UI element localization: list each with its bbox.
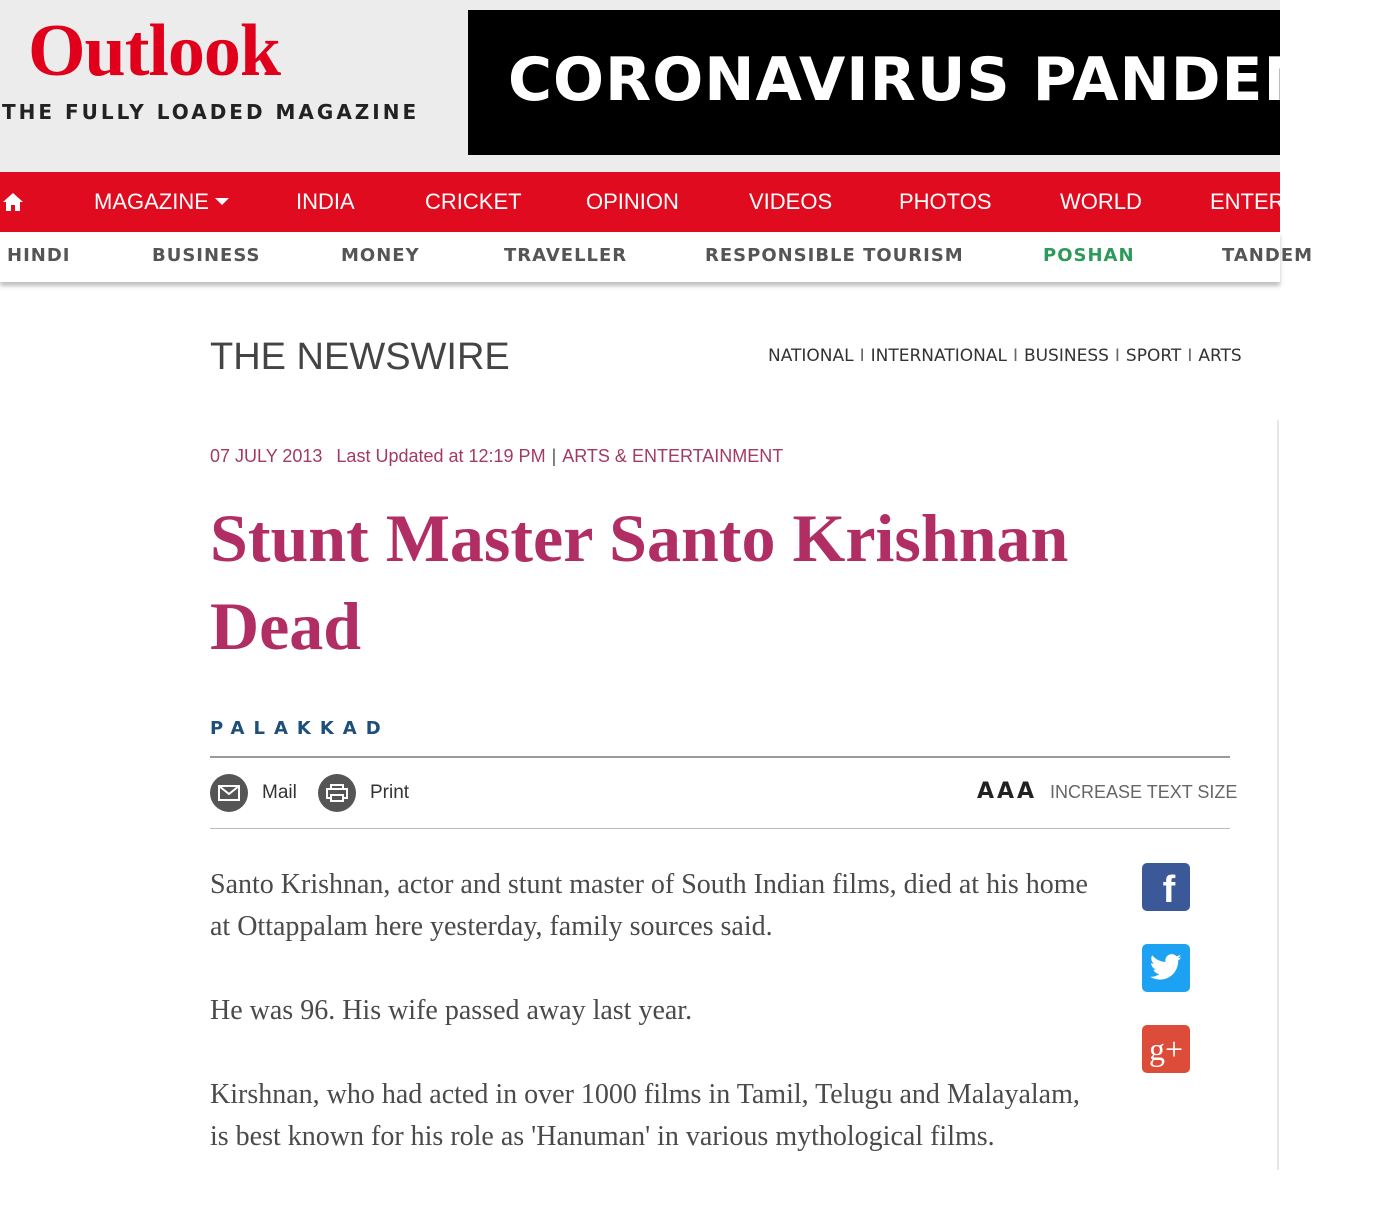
facebook-share-button[interactable] bbox=[1142, 863, 1190, 911]
subnav-item-poshan[interactable]: POSHAN bbox=[1043, 245, 1135, 266]
mail-button[interactable] bbox=[210, 774, 297, 812]
section-link-sport[interactable]: SPORT bbox=[1125, 346, 1182, 366]
article-paragraph: He was 96. His wife passed away last year. bbox=[210, 995, 693, 1026]
nav-item-photos[interactable]: PHOTOS bbox=[899, 189, 992, 214]
nav-item-opinion[interactable]: OPINION bbox=[586, 189, 679, 214]
article-meta bbox=[210, 447, 783, 465]
caret-down-icon bbox=[215, 198, 229, 205]
secondary-nav bbox=[0, 232, 1314, 282]
nav-item-magazine[interactable]: MAGAZINE bbox=[94, 191, 229, 213]
subnav-item-hindi[interactable]: HINDI bbox=[7, 245, 71, 266]
subnav-item-business[interactable]: BUSINESS bbox=[152, 245, 261, 266]
print-label: Print bbox=[370, 782, 410, 803]
section-link-international[interactable]: INTERNATIONAL bbox=[870, 346, 1007, 366]
home-icon[interactable] bbox=[2, 192, 24, 212]
twitter-icon bbox=[1149, 954, 1183, 982]
nav-item-videos[interactable]: VIDEOS bbox=[749, 189, 833, 214]
divider: I bbox=[1114, 346, 1120, 366]
subnav-item-traveller[interactable]: TRAVELLER bbox=[504, 245, 628, 266]
section-link-arts[interactable]: ARTS bbox=[1198, 346, 1242, 366]
text-size-buttons[interactable]: AAA bbox=[977, 779, 1038, 804]
facebook-icon: f bbox=[1162, 869, 1176, 911]
article-paragraph: Kirshnan, who had acted in over 1000 films in Tamil, Telugu and Malayalam, is best known for his role as 'Hanuman' in various mythological films. bbox=[210, 1079, 1080, 1152]
google-plus-share-button[interactable] bbox=[1142, 1025, 1190, 1073]
section-title[interactable]: THE NEWSWIRE bbox=[210, 336, 510, 378]
subnav-item-tandem[interactable]: TANDEM bbox=[1222, 245, 1314, 266]
section-link-business[interactable]: BUSINESS bbox=[1023, 346, 1109, 366]
section-link-national[interactable]: NATIONAL bbox=[768, 346, 854, 366]
google-plus-icon: g+ bbox=[1148, 1031, 1184, 1067]
nav-item-world[interactable]: WORLD bbox=[1060, 189, 1142, 214]
increase-text-size-label: INCREASE TEXT SIZE bbox=[1050, 782, 1238, 802]
divider bbox=[210, 828, 1230, 829]
divider: I bbox=[859, 346, 865, 366]
article-dateline: PALAKKAD bbox=[210, 718, 390, 739]
divider: | bbox=[551, 446, 557, 466]
nav-item-cricket[interactable]: CRICKET bbox=[425, 189, 522, 214]
mail-icon bbox=[210, 774, 248, 812]
twitter-share-button[interactable] bbox=[1142, 944, 1190, 992]
logo-tagline: THE FULLY LOADED MAGAZINE bbox=[2, 100, 420, 124]
mail-label: Mail bbox=[262, 782, 297, 803]
divider bbox=[210, 756, 1230, 758]
outlook-logo[interactable]: Outlook bbox=[28, 10, 281, 92]
site-header bbox=[0, 0, 1393, 172]
section-links bbox=[768, 348, 1280, 365]
article-date: 07 JULY 2013 bbox=[210, 446, 323, 466]
divider: I bbox=[1012, 346, 1018, 366]
subnav-item-money[interactable]: MONEY bbox=[341, 245, 420, 266]
print-button[interactable] bbox=[318, 774, 409, 812]
last-updated: Last Updated at 12:19 PM bbox=[336, 446, 546, 466]
article-category[interactable]: ARTS & ENTERTAINMENT bbox=[562, 446, 784, 466]
nav-item-entertainment[interactable]: ENTERTAINMENT bbox=[1210, 189, 1395, 214]
banner-text: CORONAVIRUS PANDEMIC bbox=[508, 45, 1393, 115]
print-icon bbox=[318, 774, 356, 812]
subnav-item-responsible-tourism[interactable]: RESPONSIBLE TOURISM bbox=[705, 245, 964, 266]
article-headline: Stunt Master Santo Krishnan Dead bbox=[210, 500, 1069, 664]
article-paragraph: Santo Krishnan, actor and stunt master of South Indian films, died at his home at Ottappalam here yesterday, family sources said. bbox=[210, 869, 1088, 942]
main-nav bbox=[0, 172, 1395, 232]
nav-item-india[interactable]: INDIA bbox=[296, 189, 355, 214]
divider: I bbox=[1187, 346, 1193, 366]
divider bbox=[1277, 420, 1279, 1170]
coronavirus-banner[interactable] bbox=[468, 10, 1393, 155]
